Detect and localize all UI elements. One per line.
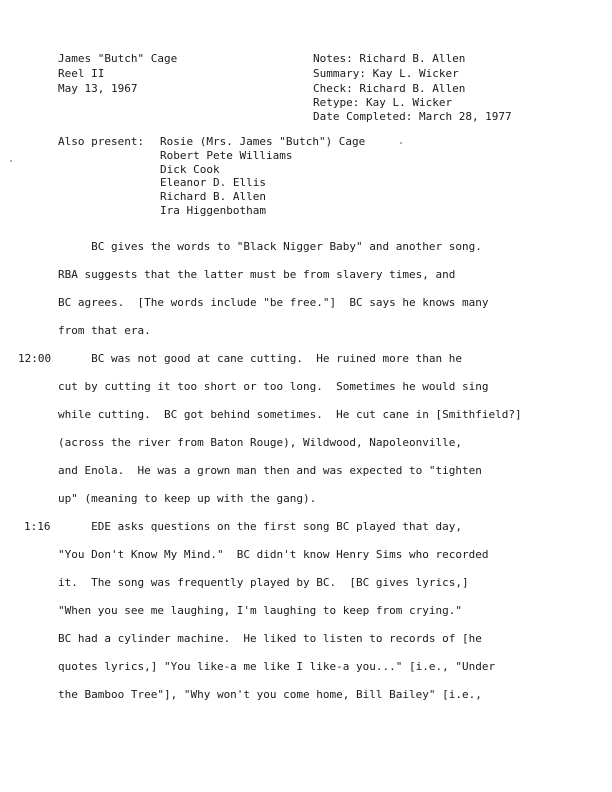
attendee: Robert Pete Williams: [160, 149, 293, 162]
body-line: BC was not good at cane cutting. He ruined more than he: [58, 352, 462, 365]
attendee: Eleanor D. Ellis: [160, 176, 266, 189]
body-line: RBA suggests that the latter must be from slavery times, and: [58, 268, 456, 281]
timecode: 1:16: [24, 520, 51, 533]
attendee: Rosie (Mrs. James "Butch") Cage: [160, 135, 366, 148]
scan-speck: [10, 160, 12, 162]
body-line: cut by cutting it too short or too long. Sometimes he would sing: [58, 380, 489, 393]
attendee: Dick Cook: [160, 163, 220, 176]
body-line: and Enola. He was a grown man then and was expected to "tighten: [58, 464, 482, 477]
body-line: it. The song was frequently played by BC. [BC gives lyrics,]: [58, 576, 469, 589]
body-line: BC had a cylinder machine. He liked to listen to records of [he: [58, 632, 482, 645]
body-line: from that era.: [58, 324, 151, 337]
attendee: Ira Higgenbotham: [160, 204, 266, 217]
attendee: Richard B. Allen: [160, 190, 266, 203]
notes-credit: Notes: Richard B. Allen: [313, 52, 466, 65]
date-completed: Date Completed: March 28, 1977: [313, 110, 512, 123]
body-line: quotes lyrics,] "You like-a me like I like-a you..." [i.e., "Under: [58, 660, 496, 673]
body-line: while cutting. BC got behind sometimes. He cut cane in [Smithfield?]: [58, 408, 522, 421]
interviewee-name: James "Butch" Cage: [58, 52, 178, 65]
summary-credit: Summary: Kay L. Wicker: [313, 67, 459, 80]
body-line: the Bamboo Tree"], "Why won't you come home, Bill Bailey" [i.e.,: [58, 688, 482, 701]
timecode: 12:00: [18, 352, 52, 365]
body-line: BC gives the words to "Black Nigger Baby" and another song.: [58, 240, 482, 253]
scan-speck: [400, 142, 402, 144]
body-line: (across the river from Baton Rouge), Wildwood, Napoleonville,: [58, 436, 462, 449]
body-line: "You Don't Know My Mind." BC didn't know Henry Sims who recorded: [58, 548, 489, 561]
body-line: "When you see me laughing, I'm laughing to keep from crying.": [58, 604, 462, 617]
retype-credit: Retype: Kay L. Wicker: [313, 96, 453, 109]
reel-number: Reel II: [58, 67, 105, 80]
body-line: up" (meaning to keep up with the gang).: [58, 492, 317, 505]
body-line: EDE asks questions on the first song BC played that day,: [58, 520, 462, 533]
check-credit: Check: Richard B. Allen: [313, 82, 466, 95]
interview-date: May 13, 1967: [58, 82, 138, 95]
body-line: BC agrees. [The words include "be free."] BC says he knows many: [58, 296, 489, 309]
also-present-label: Also present:: [58, 135, 145, 148]
